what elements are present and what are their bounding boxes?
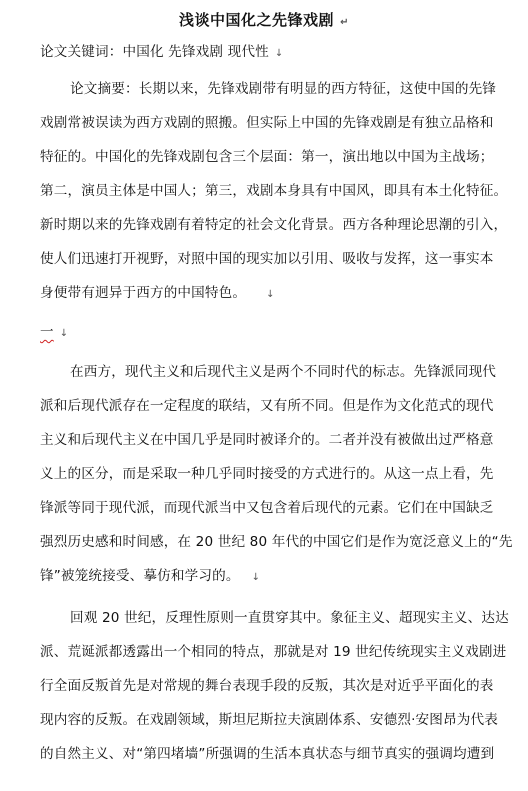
keywords-text: 论文关键词：中国化 先锋戏剧 现代性 (40, 44, 269, 60)
abstract-text: 使人们迅速打开视野，对照中国的现实加以引用、吸收与发挥，这一事实本 (40, 251, 494, 267)
abstract-line (40, 114, 528, 132)
paragraph-mark-icon: ↵ (340, 17, 349, 28)
keywords-line (40, 43, 528, 63)
abstract-text: 戏剧常被误读为西方戏剧的照搬。但实际上中国的先锋戏剧是有独立品格和 (40, 115, 494, 131)
paragraph-line (40, 643, 528, 661)
paragraph-line (70, 363, 528, 381)
paragraph-text: 行全面反叛首先是对常规的舞台表现手段的反叛，其次是对近乎平面化的表 (40, 678, 494, 694)
paragraph-text: 派、荒诞派都透露出一个相同的特点，那就是对 19 世纪传统现实主义戏剧进 (40, 644, 507, 660)
abstract-text: 特征的。中国化的先锋戏剧包含三个层面：第一，演出地以中国为主战场； (40, 149, 494, 165)
paragraph-mark-icon: ↓ (251, 572, 261, 583)
paragraph-mark-icon: ↓ (59, 328, 69, 339)
paragraph-text: 义上的区分，而是采取一种几乎同时接受的方式进行的。从这一点上看，先 (40, 466, 494, 482)
paragraph-line (70, 609, 528, 627)
document-title (0, 9, 528, 30)
abstract-text: 论文摘要：长期以来，先锋戏剧带有明显的西方特征，这使中国的先锋 (70, 81, 497, 97)
paragraph-text: 主义和后现代主义在中国几乎是同时被译介的。二者并没有被做出过严格意 (40, 432, 494, 448)
abstract-line (40, 216, 528, 234)
abstract-text: 身便带有迥异于西方的中国特色。 (40, 285, 247, 301)
abstract-line (70, 80, 528, 98)
paragraph-line (40, 465, 528, 483)
abstract-text: 第二，演员主体是中国人；第三，戏剧本身具有中国风，即具有本土化特征。 (40, 183, 508, 199)
paragraph-line (40, 397, 528, 415)
paragraph-mark-icon: ↓ (274, 48, 284, 59)
paragraph-text: 强烈历史感和时间感，在 20 世纪 80 年代的中国它们是作为宽泛意义上的“先 (40, 534, 513, 550)
paragraph-text: 锋派等同于现代派，而现代派当中又包含着后现代的元素。它们在中国缺乏 (40, 500, 494, 516)
abstract-line (40, 250, 528, 268)
paragraph-line (40, 533, 528, 551)
abstract-line (40, 284, 528, 304)
paragraph-text: 回观 20 世纪，反理性原则一直贯穿其中。象征主义、超现实主义、达达 (70, 610, 509, 626)
paragraph-line (40, 431, 528, 449)
paragraph-line (40, 677, 528, 695)
paragraph-line (40, 499, 528, 517)
title-text: 浅谈中国化之先锋戏剧 (179, 11, 335, 29)
section-heading-text: 一 (40, 324, 54, 340)
paragraph-line (40, 711, 528, 729)
paragraph-text: 现内容的反叛。在戏剧领域，斯坦尼斯拉夫演剧体系、安德烈·安图昂为代表 (40, 712, 499, 728)
paragraph-text: 的自然主义、对“第四堵墙”所强调的生活本真状态与细节真实的强调均遭到 (40, 746, 495, 762)
paragraph-text: 派和后现代派存在一定程度的联结，又有所不同。但是作为文化范式的现代 (40, 398, 494, 414)
paragraph-text: 锋”被笼统接受、摹仿和学习的。 (40, 568, 240, 584)
abstract-line (40, 148, 528, 166)
paragraph-mark-icon: ↓ (266, 289, 275, 300)
paragraph-text: 在西方，现代主义和后现代主义是两个不同时代的标志。先锋派同现代 (70, 364, 497, 380)
abstract-line (40, 182, 528, 200)
abstract-text: 新时期以来的先锋戏剧有着特定的社会文化背景。西方各种理论思潮的引入， (40, 217, 508, 233)
paragraph-line (40, 745, 528, 763)
paragraph-line (40, 567, 528, 587)
section-heading (40, 323, 528, 343)
